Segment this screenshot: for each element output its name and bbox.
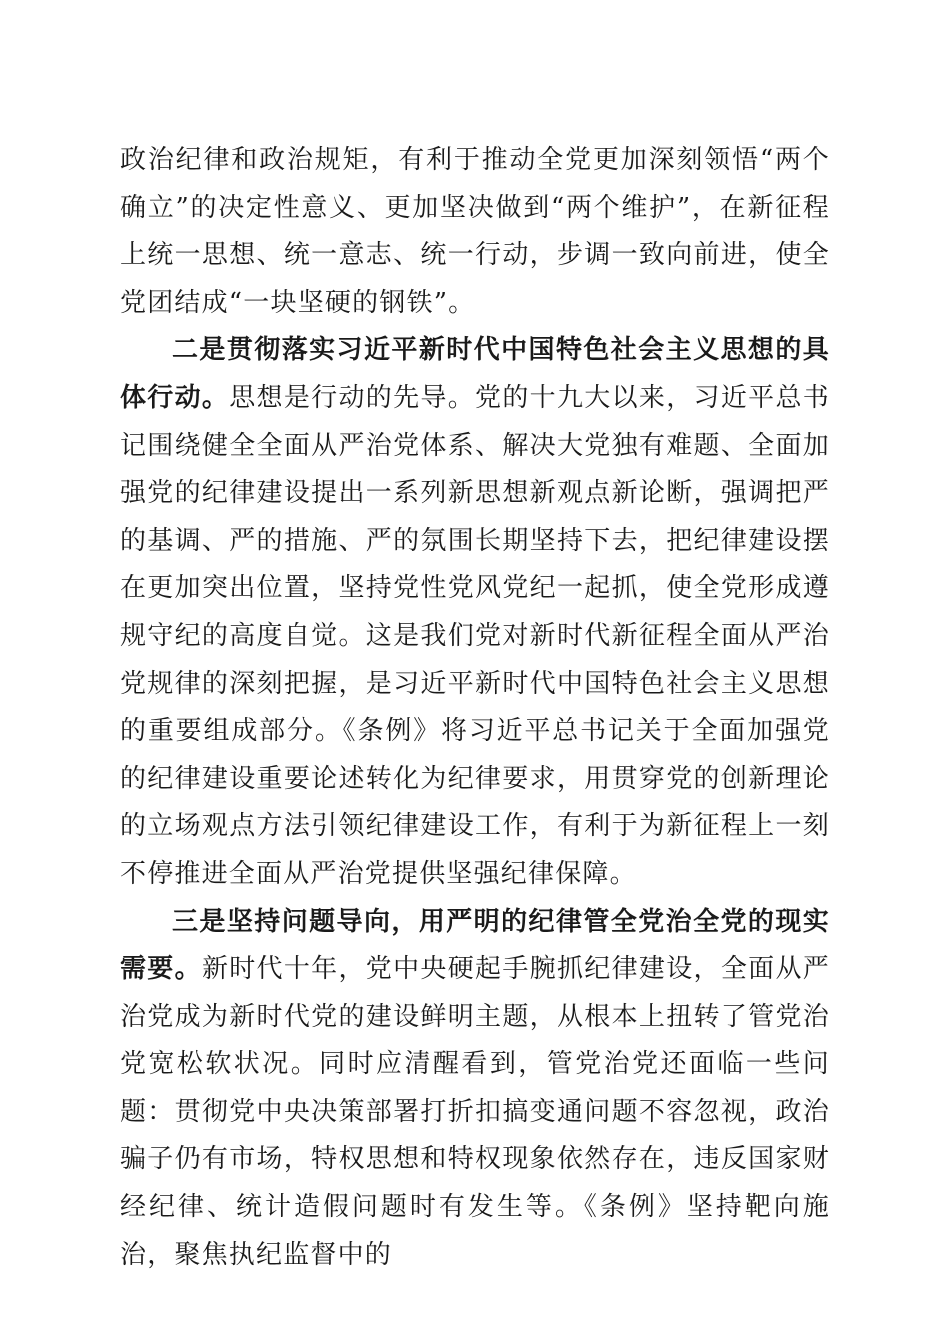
document-body [120, 137, 830, 1279]
paragraph-3-text: 新时代十年，党中央硬起手腕抓纪律建设，全面从严治党成为新时代党的建设鲜明主题，从根本上扭转了管党治党宽松软状况。同时应清醒看到，管党治党还面临一些问题：贯彻党中央决策部署打折扣搞变通问题不容忽视，政治骗子仍有市场，特权思想和特权现象依然存在，违反国家财经纪律、统计造假问题时有发生等。《条例》坚持靶向施治，聚焦执纪监督中的 [120, 954, 830, 1270]
paragraph-1-text: 政治纪律和政治规矩，有利于推动全党更加深刻领悟“两个确立”的决定性意义、更加坚决做到“两个维护”，在新征程上统一思想、统一意志、统一行动，步调一致向前进，使全党团结成“一块坚硬的钢铁”。 [120, 145, 830, 318]
paragraph-2-text: 思想是行动的先导。党的十九大以来，习近平总书记围绕健全全面从严治党体系、解决大党独有难题、全面加强党的纪律建设提出一系列新思想新观点新论断，强调把严的基调、严的措施、严的氛围长期坚持下去，把纪律建设摆在更加突出位置，坚持党性党风党纪一起抓，使全党形成遵规守纪的高度自觉。这是我们党对新时代新征程全面从严治党规律的深刻把握，是习近平新时代中国特色社会主义思想的重要组成部分。《条例》将习近平总书记关于全面加强党的纪律建设重要论述转化为纪律要求，用贯穿党的创新理论的立场观点方法引领纪律建设工作，有利于为新征程上一刻不停推进全面从严治党提供坚强纪律保障。 [120, 382, 830, 889]
paragraph-point-two [120, 327, 830, 898]
paragraph-continuation [120, 137, 830, 327]
paragraph-3-heading: 三是坚持问题导向，用严明的纪律管全党治全党的现实需要。 [120, 906, 830, 985]
paragraph-point-three [120, 899, 830, 1280]
paragraph-2-heading: 二是贯彻落实习近平新时代中国特色社会主义思想的具体行动。 [120, 335, 830, 413]
